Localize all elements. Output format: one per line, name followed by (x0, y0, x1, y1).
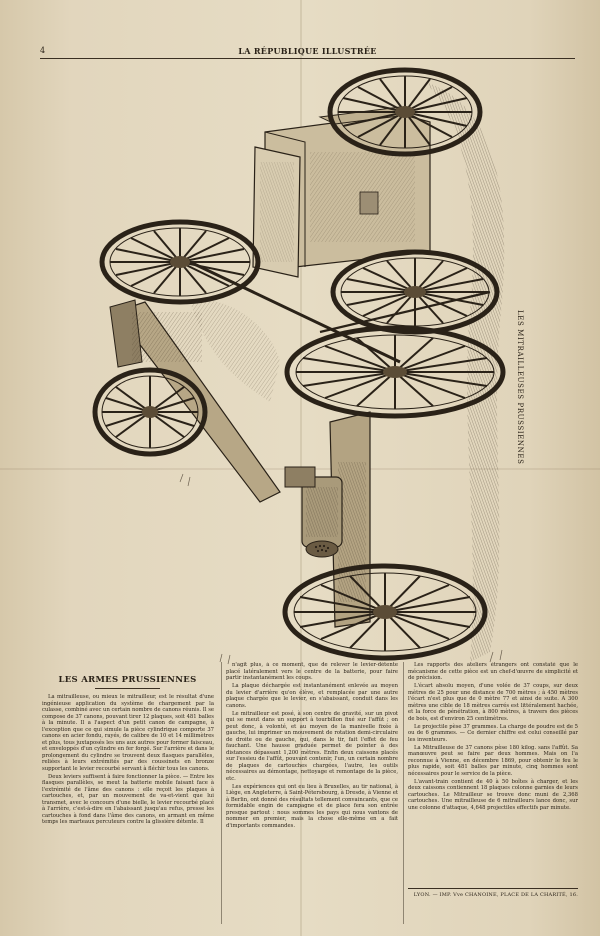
gun-barrel (285, 467, 342, 557)
printer-imprint: LYON. — IMP. Vve CHANOINE, PLACE DE LA CHARITÉ, 16. (413, 892, 578, 898)
paragraph: Les expériences qui ont eu lieu à Bruxelles, au tir national, à Liège, en Angleterre, à Saint-Pétersbourg, à Dresde, à Vienne et à Berlin, ont donné des résultats tellement convaincants, que ce formidable engin de campagne et de place fera son entrée presque partout : nous sommes les pays qui nous vantons de nommer en premier, mais la chose elle-même en a fait d'importants commandes. (226, 783, 398, 829)
article-title: LES ARMES PRUSSIENNES (58, 675, 197, 685)
wheel-left (102, 222, 258, 302)
mitrailleuse-engraving (70, 62, 540, 672)
column-divider (403, 662, 404, 924)
column-divider (221, 662, 222, 924)
paragraph: La plaque déchargée est instantanément enlevée au moyen du levier d'arrière qu'on élève, et remplacée par une autre plaque chargée que le levier, en s'abaissant, conduit dans les canons. (226, 683, 398, 709)
imprint-rule (408, 888, 578, 889)
paragraph: L'écart absolu moyen, d'une volée de 37 coups, sur deux mètres de 25 pour une distance de 700 mètres ; à 450 mètres l'écart n'est plus que de 0 mètre 77 et ainsi de suite. A 300 mètres une cible de 18 mètres carrés est littéralement hachée, et la force de pénétration, à 800 mètres, à travers des pièces de bois, est d'environ 25 centimètres. (408, 683, 578, 722)
illustration-caption: LES MITRAILLEUSES PRUSSIENNES (516, 310, 524, 465)
article-column-2 (226, 662, 398, 924)
title-rule (95, 688, 160, 689)
paragraph: Les rapports des ateliers étrangers ont constaté que le mécanisme de cette pièce est un chef-d'œuvre de simplicité et de précision. (408, 662, 578, 681)
paragraph: La mitrailleuse, ou mieux le mitrailleur, est le résultat d'une ingénieuse application du système de chargement par la culasse, combiné avec un certain nombre de canons réunis. Il se compose de 37 canons, pouvant tirer 12 plaques, soit 481 balles à la minute. Il a l'aspect d'un petit canon de campagne, à l'exception que ce qui simule la pièce cylindrique comporte 37 canons en acier fondu, rayés, de calibre de 10 et 14 millimètres et plus, tous juxtaposés les uns aux autres pour former faisceau, et enveloppés d'un cylindre en fer forgé. Sur l'arrière et dans le prolongement du cylindre se trouvent deux flasques parallèles, reliées à leurs extrémités par des coussinets en bronze supportant le levier recourbé servant à fléchir tous les canons. (42, 694, 214, 772)
wheel-bottom-left (95, 370, 205, 454)
article-column-3 (408, 662, 578, 882)
masthead-title: LA RÉPUBLIQUE ILLUSTRÉE (238, 46, 377, 56)
wheel-bottom-right (285, 566, 485, 658)
paragraph: L'avant-train contient de 40 à 50 boîtes à charger, et les deux caissons contiennent 18 plaques colonne garnies de leurs cartouches. Le Mitrailleur se trouve donc muni de 2,368 cartouches. Une mitrailleuse de 6 mitrailleurs lance donc, sur une colonne d'attaque, 4,648 projectiles effectifs par minute. (408, 778, 578, 811)
paragraph: Le mitrailleur est posé, à son centre de gravité, sur un pivot qui se meut dans un support à tourbillon fixé sur l'affût ; on peut donc, à volonté, et au moyen de la manivelle fixée à gauche, lui imprimer un mouvement de rotation demi-circulaire de droite ou de gauche, qui, dans le tir, fait l'effet de feu fauchant. Une hausse graduée permet de pointer à des distances dépassant 1,200 mètres. Enfin deux caissons placés sur l'essieu de l'affût, pouvant contenir, l'un, un certain nombre de plaques de cartouches chargées, l'autre, les outils nécessaires au démontage, nettoyage et remontage de la pièce, etc. (226, 710, 398, 782)
wheel-top-right (330, 70, 480, 154)
wheel-mid-right (333, 252, 497, 332)
wheel-center (287, 328, 503, 416)
page-header (40, 44, 575, 58)
paragraph: La Mitrailleuse de 37 canons pèse 180 kilog. sans l'affût. Sa manœuvre peut se faire par deux hommes. Mais on l'a reconnue à Vienne, en décembre 1869, pour obtenir le feu le plus rapide, soit 481 balles par minute, cinq hommes sont nécessaires pour le service de la pièce. (408, 744, 578, 777)
page-number: 4 (40, 46, 46, 55)
paragraph: n'agit plus, à ce moment, que de relever le levier-détente placé latéralement vers le centre de la batterie, pour faire partir instantanément les coups. (226, 662, 398, 681)
paragraph: Le projectile pèse 37 grammes. La charge de poudre est de 5 ou de 6 grammes. — Ce dernier chiffre est celui conseillé par les inventeurs. (408, 723, 578, 743)
paragraph: Deux leviers suffisent à faire fonctionner la pièce. — Entre les flasques parallèles, se meut la batterie mobile faisant face à l'extrémité de l'âme des canons : elle reçoit les plaques à cartouches, et, par un mouvement de va-et-vient que lui transmet, avec le concours d'une bielle, le levier recourbé placé à l'arrière, c'est-à-dire en l'abaissant jusqu'au refus, presse les cartouches à fond dans l'âme des canons, en armant en même temps les marteaux percuteurs contre la glissière détente. Il (42, 773, 214, 825)
header-rule (40, 58, 575, 59)
article-column-1 (42, 694, 214, 926)
